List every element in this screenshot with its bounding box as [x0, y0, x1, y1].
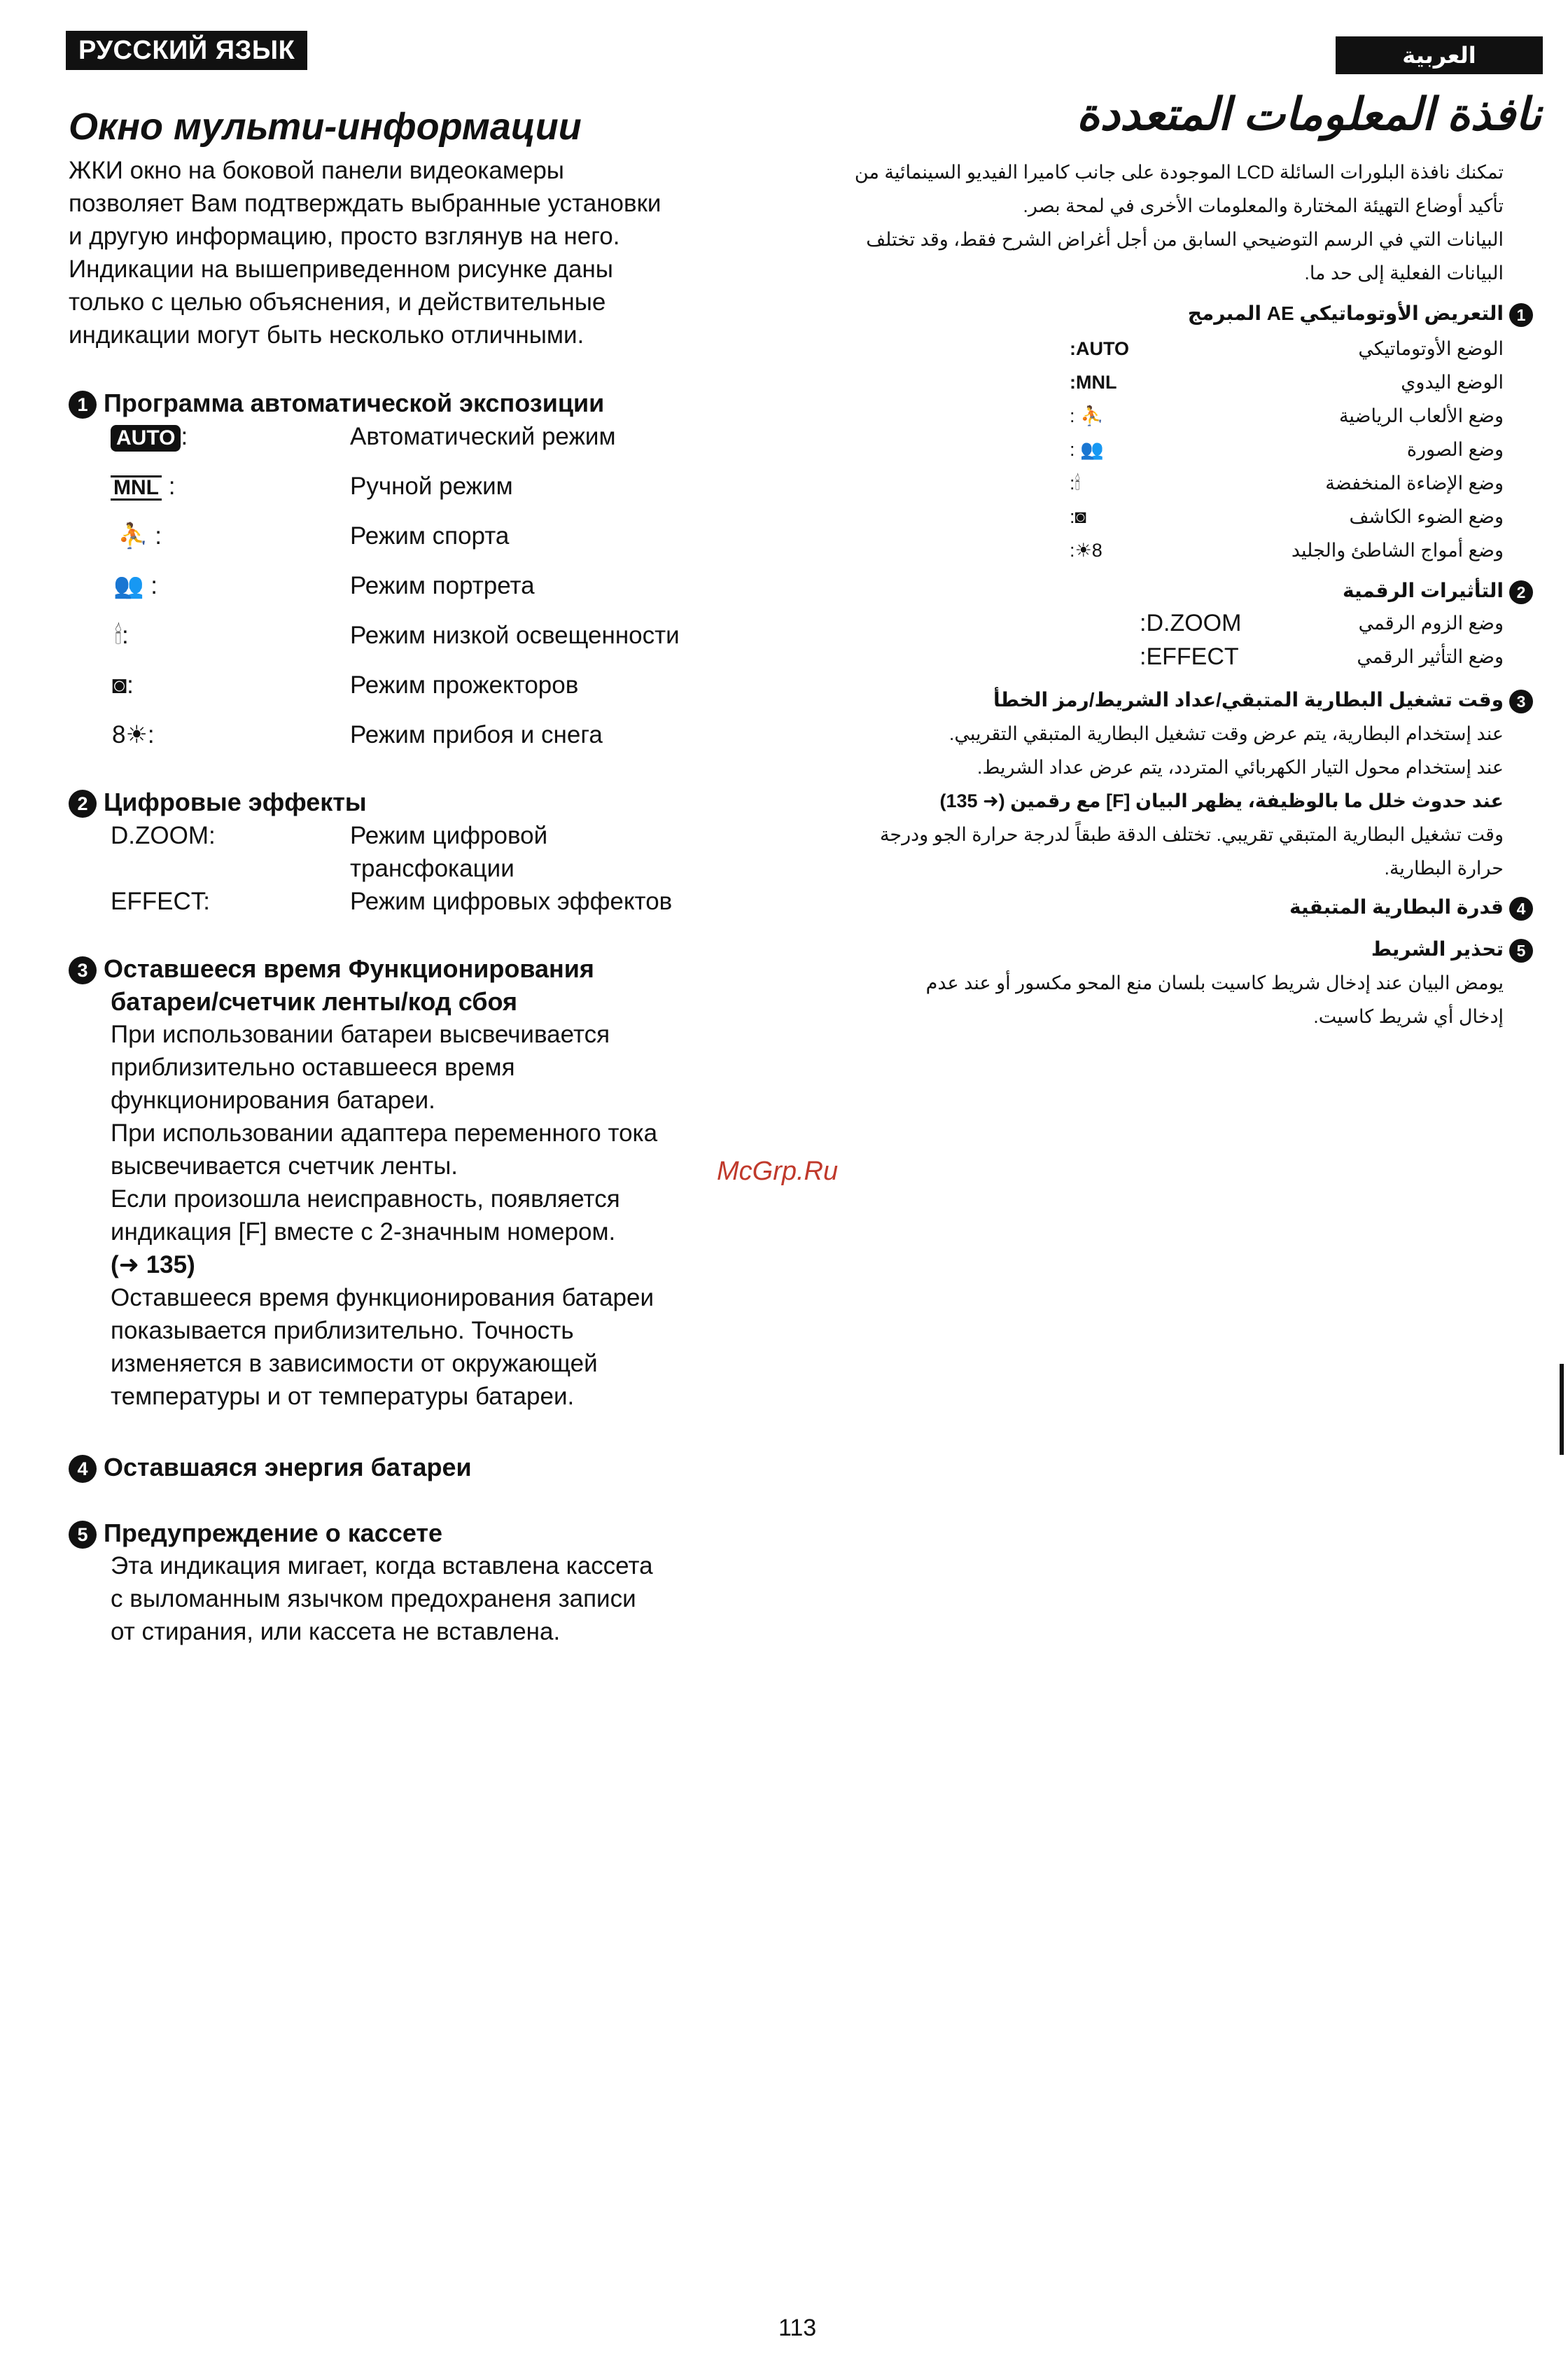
arabic-section-1-heading: 1التعريض الأوتوماتيكي AE المبرمج [1188, 297, 1533, 330]
margin-bar [1560, 1364, 1564, 1455]
arabic-language-tag: العربية [1336, 36, 1543, 74]
arabic-ae-row: 👥 : وضع الصورة [1070, 439, 1504, 460]
section-2-heading [69, 786, 367, 818]
body-line: При использовании батареи высвечивается [111, 1021, 610, 1048]
spotlight-icon: ◙: [112, 671, 134, 699]
arabic-intro-line: تأكيد أوضاع التهيئة المختارة والمعلومات الأخرى في لمحة بصر. [1023, 195, 1504, 216]
arabic-intro-line: تمكنك نافذة البلورات السائلة LCD الموجودة على جانب كاميرا الفيديو السينمائية من [854, 162, 1504, 183]
section-number-3: 3 [69, 956, 97, 984]
body-line: показывается приблизительно. Точность [111, 1317, 574, 1344]
arabic-body-line: إدخال أي شريط كاسيت. [1313, 1006, 1504, 1027]
arabic-page-title: نافذة المعلومات المتعددة [1076, 89, 1541, 139]
arabic-body-line: وقت تشغيل البطارية المتبقي تقريبي. تختلف الدقة طبقاً لدرجة حرارة الجو ودرجة [879, 824, 1504, 845]
arabic-section-number-2: 2 [1509, 580, 1533, 604]
section-4-heading [69, 1451, 472, 1484]
surf-snow-icon: 8☀: [112, 721, 155, 748]
arabic-section-3-heading: 3وقت تشغيل البطارية المتبقي/عداد الشريط/رمز الخطأ [993, 683, 1533, 717]
body-line: функционирования батареи. [111, 1087, 435, 1114]
section-number-2: 2 [69, 790, 97, 818]
arabic-ae-row: 8☀: وضع أمواج الشاطئ والجليد [1070, 540, 1504, 561]
arabic-ae-row: 🕯: وضع الإضاءة المنخفضة [1070, 473, 1504, 494]
arabic-ae-row: AUTO: الوضع الأوتوماتيكي [1070, 338, 1504, 359]
effect-value: Режим цифровых эффектов [350, 888, 673, 915]
intro-line: ЖКИ окно на боковой панели видеокамеры [69, 157, 564, 184]
arabic-digital-list [1140, 606, 1504, 674]
intro-line: позволяет Вам подтверждать выбранные установки [69, 190, 662, 217]
arabic-section-number-5: 5 [1509, 939, 1533, 963]
auto-mode-label: Автоматический режим [350, 423, 616, 450]
arabic-body-line: عند إستخدام البطارية، يتم عرض وقت تشغيل البطارية المتبقي التقريبي. [948, 723, 1504, 744]
intro-line: и другую информацию, просто взглянув на него. [69, 223, 620, 250]
body-line: температуры и от температуры батареи. [111, 1383, 575, 1410]
section-4-title: Оставшаяся энергия батареи [104, 1453, 472, 1481]
arabic-body-line: حرارة البطارية. [1384, 858, 1504, 879]
arabic-ae-list [1070, 332, 1504, 567]
manual-mode-label: Ручной режим [350, 473, 513, 500]
russian-page-title: Окно мульти-информации [69, 106, 582, 148]
body-line: При использовании адаптера переменного тока [111, 1119, 658, 1147]
spotlight-mode-label: Режим прожекторов [350, 671, 579, 699]
manual-mode-icon: MNL : [111, 470, 175, 503]
arabic-intro-line: البيانات التي في الرسم التوضيحي السابق من أجل أغراض الشرح فقط، وقد تختلف [866, 229, 1504, 250]
section-number-4: 4 [69, 1455, 97, 1483]
section-2-title: Цифровые эффекты [104, 788, 367, 816]
body-line: Эта индикация мигает, когда вставлена кассета [111, 1552, 653, 1579]
low-light-icon: 🕯: [115, 622, 129, 649]
arabic-digital-row: D.ZOOM: وضع الزوم الرقمي [1140, 610, 1504, 636]
section-5-title: Предупреждение о кассете [104, 1519, 443, 1547]
section-5-heading [69, 1516, 442, 1549]
body-line: Оставшееся время функционирования батареи [111, 1284, 654, 1311]
section-1-title: Программа автоматической экспозиции [104, 389, 605, 417]
body-line: Если произошла неисправность, появляется [111, 1185, 620, 1213]
portrait-mode-label: Режим портрета [350, 572, 535, 599]
arabic-section-5-body [790, 966, 1504, 1033]
intro-line: Индикации на вышеприведенном рисунке даны [69, 256, 613, 283]
russian-intro [69, 154, 762, 351]
intro-line: индикации могут быть несколько отличными. [69, 321, 584, 349]
section-3-title-line1: Оставшееся время Функционирования [104, 954, 594, 983]
arabic-ae-row: ⛹ : وضع الألعاب الرياضية [1070, 405, 1504, 426]
arabic-body-line: عند حدوث خلل ما بالوظيفة، يظهر البيان [F] مع رقمين (➜ 135) [939, 790, 1504, 811]
dzoom-key: D.ZOOM: [111, 822, 216, 849]
arabic-intro [790, 155, 1504, 290]
effect-key: EFFECT: [111, 888, 210, 915]
page-number: 113 [778, 2315, 817, 2341]
watermark-link[interactable]: McGrp.Ru [717, 1157, 839, 1186]
section-3-body [111, 1018, 769, 1413]
arabic-section-2-heading: 2التأثيرات الرقمية [1343, 574, 1533, 608]
arabic-digital-row: EFFECT: وضع التأثير الرقمي [1140, 643, 1504, 670]
page-reference: (➜ 135) [111, 1251, 195, 1278]
arabic-section-3-body [790, 717, 1504, 885]
body-line: с выломанным язычком предохраненя записи [111, 1585, 636, 1612]
portrait-icon: 👥 : [113, 572, 158, 599]
section-1-heading [69, 386, 604, 419]
section-number-5: 5 [69, 1521, 97, 1549]
body-line: индикация [F] вместе с 2-значным номером. [111, 1218, 616, 1246]
section-number-1: 1 [69, 391, 97, 419]
arabic-section-number-4: 4 [1509, 897, 1533, 921]
arabic-body-line: يومض البيان عند إدخال شريط كاسيت بلسان منع المحو مكسور أو عند عدم [925, 972, 1504, 993]
arabic-section-number-3: 3 [1509, 690, 1533, 713]
arabic-ae-row: MNL: الوضع اليدوي [1070, 372, 1504, 393]
intro-line: только с целью объяснения, и действительные [69, 288, 606, 316]
body-line: изменяется в зависимости от окружающей [111, 1350, 598, 1377]
russian-language-tag: РУССКИЙ ЯЗЫК [66, 31, 307, 70]
dzoom-value-line1: Режим цифровой [350, 822, 548, 849]
dzoom-value-line2: трансфокации [350, 855, 514, 882]
section-3-heading [69, 952, 594, 985]
body-line: от стирания, или кассета не вставлена. [111, 1618, 561, 1645]
arabic-section-4-heading: 4قدرة البطارية المتبقية [1289, 891, 1533, 924]
section-5-body [111, 1549, 769, 1648]
sports-icon: ⛹ : [118, 522, 162, 550]
low-light-mode-label: Режим низкой освещенности [350, 622, 680, 649]
arabic-intro-line: البيانات الفعلية إلى حد ما. [1304, 263, 1504, 284]
auto-mode-icon: AUTO : [111, 420, 188, 453]
arabic-section-number-1: 1 [1509, 303, 1533, 327]
arabic-ae-row: ◙: وضع الضوء الكاشف [1070, 506, 1504, 527]
section-3-title-line2: батареи/счетчик ленты/код сбоя [111, 987, 518, 1016]
body-line: приблизительно оставшееся время [111, 1054, 515, 1081]
arabic-body-line: عند إستخدام محول التيار الكهربائي المتردد، يتم عرض عداد الشريط. [976, 757, 1504, 778]
surf-snow-mode-label: Режим прибоя и снега [350, 721, 603, 748]
arabic-section-5-heading: 5تحذير الشريط [1371, 933, 1533, 966]
body-line: высвечивается счетчик ленты. [111, 1152, 458, 1180]
sports-mode-label: Режим спорта [350, 522, 510, 550]
